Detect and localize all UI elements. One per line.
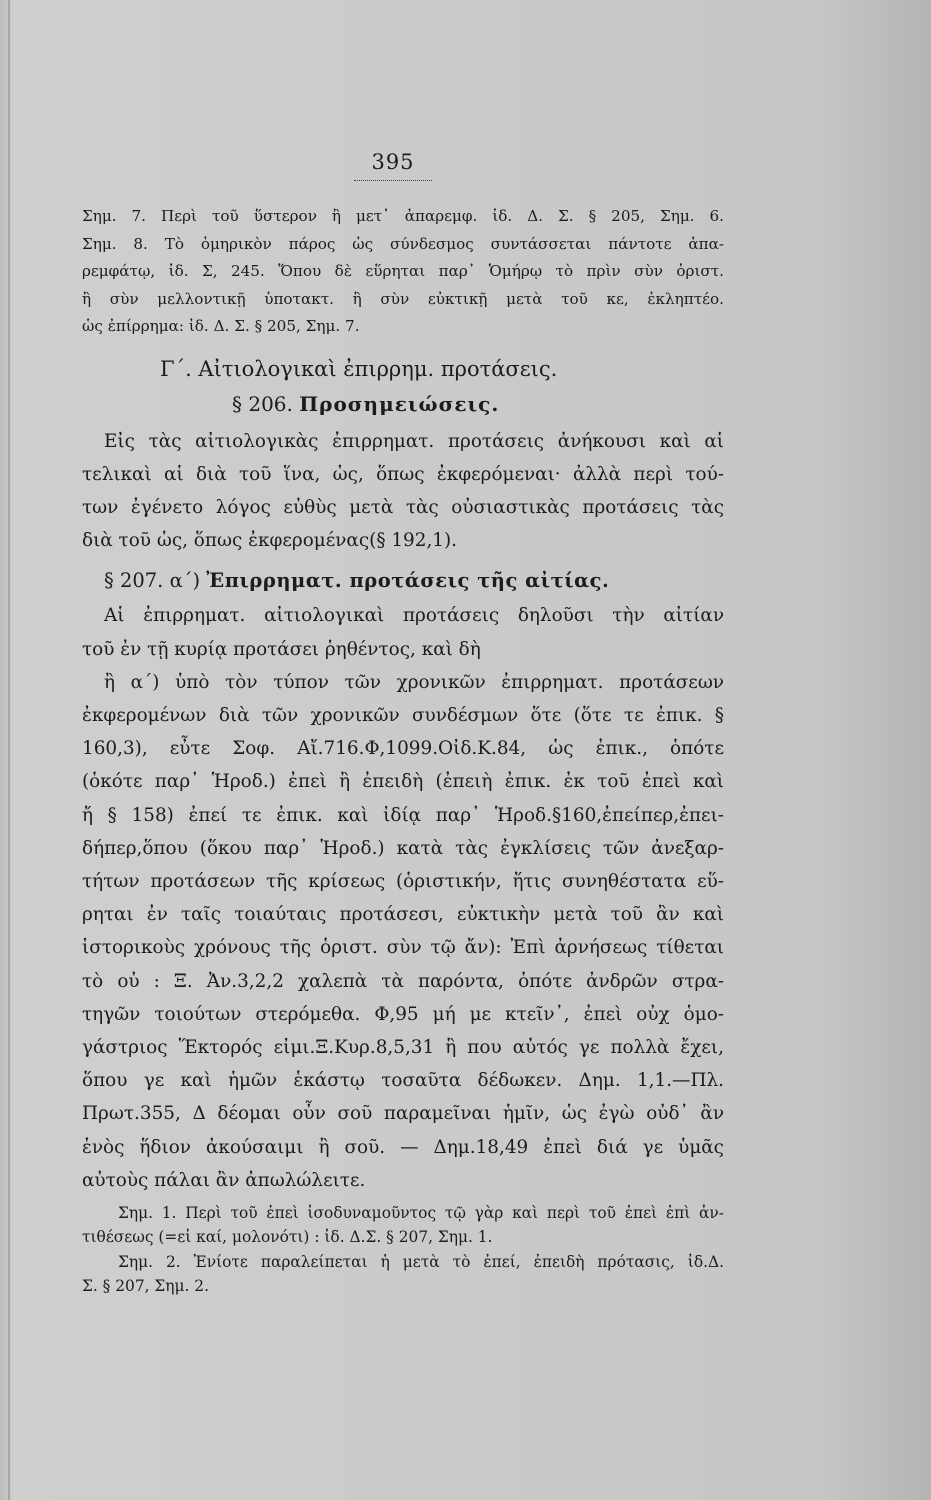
text-line: τοῦ ἐν τῇ κυρίᾳ προτάσει ῥηθέντος, καὶ δὴ [82,638,481,660]
note-line: Σημ. 1. Περὶ τοῦ ἐπεὶ ἰσοδυναμοῦντος τῷ γὰρ καὶ περὶ τοῦ ἐπεὶ ἐπὶ ἀν- [118,1203,724,1222]
text-line: ἑνὸς ἥδιον ἀκούσαιμι ἢ σοῦ. — Δημ.18,49 ἐπεὶ διά γε ὑμᾶς [82,1136,724,1158]
text-line: Εἰς τὰς αἰτιολογικὰς ἐπιρρηματ. προτάσεις ἀνήκουσι καὶ αἱ [104,430,724,452]
text-line: ρηται ἐν ταῖς τοιαύταις προτάσεσι, εὐκτικὴν μετὰ τοῦ ἂν καὶ [82,904,724,926]
text-line: γάστριος Ἕκτορός εἰμι.Ξ.Κυρ.8,5,31 ἢ που αὐτός γε πολλὰ ἔχει, [82,1036,724,1058]
section-207-heading [82,563,724,599]
note-line: Σημ. 7. Περὶ τοῦ ὕστερον ἢ μετ᾽ ἀπαρεμφ. ἰδ. Δ. Σ. § 205, Σημ. 6. [82,207,724,225]
page-number: 395 [371,150,415,174]
bottom-notes [82,1201,724,1299]
text-line: Πρωτ.355, Δ δέομαι οὖν σοῦ παραμεῖναι ἡμῖν, ὡς ἐγὼ οὐδ᾽ ἂν [82,1103,724,1125]
page-content [82,150,724,1299]
page-number-rule [354,180,432,181]
text-line: διὰ τοῦ ὡς, ὅπως ἐκφερομένας(§ 192,1). [82,530,458,552]
paragraph-207 [82,599,724,1197]
text-line: (ὁκότε παρ᾽ Ἡροδ.) ἐπεὶ ἢ ἐπειδὴ (ἐπειὴ ἐπικ. ἐκ τοῦ ἐπεὶ καὶ [82,771,724,793]
note-line: Σ. § 207, Σημ. 2. [82,1277,209,1296]
text-line: τήτων προτάσεων τῆς κρίσεως (ὁριστικήν, ἥτις συνηθέστατα εὕ- [82,870,724,892]
text-line: ἱστορικοὺς χρόνους τῆς ὁριστ. σὺν τῷ ἄν): Ἐπὶ ἀρνήσεως τίθεται [82,937,724,959]
note-line: Σημ. 2. Ἐνίοτε παραλείπεται ἡ μετὰ τὸ ἐπεί, ἐπειδὴ πρότασις, ἰδ.Δ. [118,1252,724,1271]
text-line: ὅπου γε καὶ ἡμῶν ἑκάστῳ τοσαῦτα δέδωκεν. Δημ. 1,1.—Πλ. [82,1070,724,1092]
text-line: Αἱ ἐπιρρηματ. αἰτιολογικαὶ προτάσεις δηλοῦσι τὴν αἰτίαν [104,605,724,627]
binding-edge-line [8,0,10,1500]
text-line: τελικαὶ αἱ διὰ τοῦ ἵνα, ὡς, ὅπως ἐκφερόμεναι· ἀλλὰ περὶ τού- [82,463,724,485]
text-line: δήπερ,ὅπου (ὅκου παρ᾽ Ἡροδ.) κατὰ τὰς ἐγκλίσεις τῶν ἀνεξαρ- [82,837,724,859]
text-line: αὐτοὺς πάλαι ἂν ἀπωλώλειτε. [82,1169,366,1191]
text-line: τὸ οὐ : Ξ. Ἀν.3,2,2 χαλεπὰ τὰ παρόντα, ὁπότε ἀνδρῶν στρα- [82,970,724,992]
section-heading: Γ΄. Αἰτιολογικαὶ ἐπιρρημ. προτάσεις. [160,356,558,381]
section-207-title: Ἐπιρρηματ. προτάσεις τῆς αἰτίας. [206,569,610,593]
top-footnotes [82,203,724,341]
text-line: ἤ § 158) ἐπεί τε ἐπικ. καὶ ἰδίᾳ παρ᾽ Ἡροδ.§160,ἐπείπερ,ἐπει- [82,804,724,826]
note-line: Σημ. 8. Τὸ ὁμηρικὸν πάρος ὡς σύνδεσμος συντάσσεται πάντοτε ἀπα- [82,234,724,253]
text-line: ἐκφερομένων διὰ τῶν χρονικῶν συνδέσμων ὅτε (ὅτε τε ἐπικ. § [82,704,724,726]
section-207-number: § 207. α΄) [104,569,201,593]
text-line: ἢ α΄) ὑπὸ τὸν τύπον τῶν χρονικῶν ἐπιρρηματ. προτάσεων [104,671,724,693]
text-line: των ἐγένετο λόγος εὐθὺς μετὰ τὰς οὐσιαστικὰς προτάσεις τὰς [82,496,724,518]
note-line: τιθέσεως (=εἰ καί, μολονότι) : ἰδ. Δ.Σ. § 207, Σημ. 1. [82,1228,493,1247]
subsection-206-heading [82,387,724,421]
subsection-title: Προσημειώσεις. [299,391,500,416]
note-line: ρεμφάτῳ, ἰδ. Σ, 245. Ὅπου δὲ εὕρηται παρ᾽ Ὁμήρῳ τὸ πρὶν σὺν ὁριστ. [82,262,724,280]
note-line: ἢ σὺν μελλοντικῇ ὑποτακτ. ἢ σὺν εὐκτικῇ μετὰ τοῦ κε, ἐκληπτέο. [82,289,724,308]
subsection-number: § 206. [232,391,293,416]
text-line: 160,3), εὖτε Σοφ. Αἴ.716.Φ,1099.Οἰδ.Κ.84, ὡς ἐπικ., ὁπότε [82,738,724,760]
note-line: ὡς ἐπίρρημα: ἰδ. Δ. Σ. § 205, Σημ. 7. [82,317,360,335]
paragraph-206 [82,425,724,558]
text-line: τηγῶν τοιούτων στερόμεθα. Φ,95 μή με κτεῖν᾽, ἐπεὶ οὐχ ὁμο- [82,1003,724,1025]
